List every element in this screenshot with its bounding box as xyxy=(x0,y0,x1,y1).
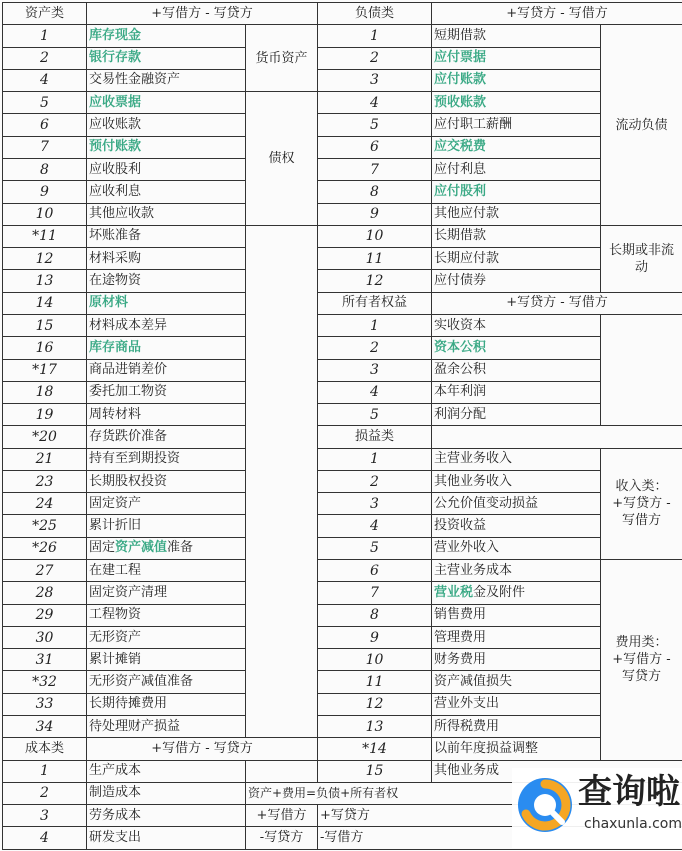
cost-name: 制造成本 xyxy=(87,782,246,804)
cost-name: 劳务成本 xyxy=(87,805,246,827)
table-row xyxy=(3,693,682,715)
asset-name: 银行存款 xyxy=(87,47,246,69)
asset-name: 应收票据 xyxy=(87,92,246,114)
profit-loss-name: 公允价值变动损益 xyxy=(432,493,601,515)
asset-number: 8 xyxy=(3,158,87,180)
asset-number: 6 xyxy=(3,114,87,136)
equity-header: 所有者权益 xyxy=(318,292,432,314)
table-row xyxy=(3,515,682,537)
asset-number: *17 xyxy=(3,359,87,381)
asset-number: 14 xyxy=(3,292,87,314)
equity-name: 资本公积 xyxy=(432,337,601,359)
table-row xyxy=(3,448,682,470)
asset-number: 34 xyxy=(3,716,87,738)
formula-text: 资产+费用=负债+所有者权 xyxy=(246,782,601,804)
formula-debit-short: -写借方 xyxy=(318,827,682,850)
asset-number: 27 xyxy=(3,560,87,582)
liability-name: 应交税费 xyxy=(432,136,601,158)
asset-name: 商品进销差价 xyxy=(87,359,246,381)
asset-name: 无形资产减值准备 xyxy=(87,671,246,693)
group-current-liabilities: 流动负债 xyxy=(601,25,682,226)
profit-loss-number: 8 xyxy=(318,604,432,626)
profit-loss-name: 以前年度损益调整 xyxy=(432,738,601,760)
table-row xyxy=(3,381,682,403)
liability-number: 8 xyxy=(318,181,432,203)
profit-loss-name: 投资收益 xyxy=(432,515,601,537)
equity-number: 2 xyxy=(318,337,432,359)
cost-name: 研发支出 xyxy=(87,827,246,850)
table-row xyxy=(3,314,682,336)
table-row xyxy=(3,337,682,359)
table-row xyxy=(3,203,682,225)
profit-loss-number: 10 xyxy=(318,649,432,671)
cost-number: 2 xyxy=(3,782,87,804)
table-row xyxy=(3,738,682,760)
asset-number: 28 xyxy=(3,582,87,604)
empty-cell xyxy=(601,314,682,425)
formula-credit: +写贷方 xyxy=(318,805,682,827)
asset-name: 原材料 xyxy=(87,292,246,314)
asset-name xyxy=(87,537,246,559)
formula-credit-short: -写贷方 xyxy=(246,827,318,850)
group-monetary: 货币资产 xyxy=(246,25,318,92)
table-row xyxy=(3,114,682,136)
profit-loss-number: 15 xyxy=(318,760,432,782)
table-row xyxy=(3,359,682,381)
group-expense: 费用类：+写借方 - 写贷方 xyxy=(601,560,682,761)
equity-number: 1 xyxy=(318,314,432,336)
empty-cell xyxy=(432,426,682,448)
profit-loss-number: 6 xyxy=(318,560,432,582)
profit-loss-number: 12 xyxy=(318,693,432,715)
table-row xyxy=(3,270,682,292)
liability-number: 6 xyxy=(318,136,432,158)
asset-name: 累计折旧 xyxy=(87,515,246,537)
profit-loss-name: 其他业务成 xyxy=(432,760,682,782)
asset-name: 库存商品 xyxy=(87,337,246,359)
liability-number: 2 xyxy=(318,47,432,69)
table-row xyxy=(3,604,682,626)
empty-cell xyxy=(246,760,318,782)
cost-name: 生产成本 xyxy=(87,760,246,782)
asset-name: 固定资产清理 xyxy=(87,582,246,604)
asset-number: 31 xyxy=(3,649,87,671)
empty-cell xyxy=(246,225,318,737)
watermark xyxy=(512,768,682,848)
profit-loss-name: 主营业务成本 xyxy=(432,560,601,582)
profit-loss-name: 资产减值损失 xyxy=(432,671,601,693)
asset-number: 29 xyxy=(3,604,87,626)
equity-name: 实收资本 xyxy=(432,314,601,336)
asset-name: 交易性金融资产 xyxy=(87,69,246,91)
magnifier-logo-icon xyxy=(516,776,574,834)
liability-number: 10 xyxy=(318,225,432,247)
asset-number: 9 xyxy=(3,181,87,203)
liability-name: 长期应付款 xyxy=(432,248,601,270)
asset-name: 无形资产 xyxy=(87,626,246,648)
asset-name: 在建工程 xyxy=(87,560,246,582)
profit-loss-number: 3 xyxy=(318,493,432,515)
table-row xyxy=(3,3,682,25)
profit-loss-name: 所得税费用 xyxy=(432,716,601,738)
asset-number: *25 xyxy=(3,515,87,537)
asset-number: *11 xyxy=(3,225,87,247)
table-row xyxy=(3,158,682,180)
equity-number: 4 xyxy=(318,381,432,403)
profit-loss-name: 财务费用 xyxy=(432,649,601,671)
liability-number: 11 xyxy=(318,248,432,270)
profit-loss-name: 管理费用 xyxy=(432,626,601,648)
profit-loss-name xyxy=(432,582,601,604)
cost-rule: +写借方 - 写贷方 xyxy=(87,738,318,760)
table-row xyxy=(3,470,682,492)
table-row xyxy=(3,225,682,247)
assets-header: 资产类 xyxy=(3,3,87,25)
asset-number: 21 xyxy=(3,448,87,470)
liability-number: 3 xyxy=(318,69,432,91)
group-receivable: 债权 xyxy=(246,92,318,226)
equity-rule: +写贷方 - 写借方 xyxy=(432,292,682,314)
profit-loss-number: 1 xyxy=(318,448,432,470)
cost-number: 3 xyxy=(3,805,87,827)
liability-name: 短期借款 xyxy=(432,25,601,47)
asset-number: 18 xyxy=(3,381,87,403)
asset-number: 30 xyxy=(3,626,87,648)
accounts-table xyxy=(2,2,682,850)
asset-name: 固定资产 xyxy=(87,493,246,515)
profit-loss-number: 4 xyxy=(318,515,432,537)
asset-number: 2 xyxy=(3,47,87,69)
table-row xyxy=(3,560,682,582)
cost-number: 4 xyxy=(3,827,87,850)
asset-number: 7 xyxy=(3,136,87,158)
asset-name: 应收账款 xyxy=(87,114,246,136)
table-row xyxy=(3,69,682,91)
equity-name: 本年利润 xyxy=(432,381,601,403)
liability-name: 预收账款 xyxy=(432,92,601,114)
table-row xyxy=(3,25,682,47)
asset-name: 预付账款 xyxy=(87,136,246,158)
asset-name: 其他应收款 xyxy=(87,203,246,225)
profit-loss-header: 损益类 xyxy=(318,426,432,448)
table-row xyxy=(3,537,682,559)
asset-number: 24 xyxy=(3,493,87,515)
liability-number: 7 xyxy=(318,158,432,180)
asset-number: 4 xyxy=(3,69,87,91)
profit-loss-number: 2 xyxy=(318,470,432,492)
asset-name: 应收股利 xyxy=(87,158,246,180)
liability-name: 其他应付款 xyxy=(432,203,601,225)
assets-rule: +写借方 - 写贷方 xyxy=(87,3,318,25)
asset-name: 材料成本差异 xyxy=(87,314,246,336)
liability-name: 应付债券 xyxy=(432,270,601,292)
table-row xyxy=(3,582,682,604)
profit-loss-number: *14 xyxy=(318,738,432,760)
profit-loss-name: 营业外收入 xyxy=(432,537,601,559)
asset-name: 长期股权投资 xyxy=(87,470,246,492)
liability-name: 应付利息 xyxy=(432,158,601,180)
asset-number: 19 xyxy=(3,404,87,426)
asset-name: 累计摊销 xyxy=(87,649,246,671)
liability-number: 1 xyxy=(318,25,432,47)
asset-name: 存货跌价准备 xyxy=(87,426,246,448)
profit-loss-number: 7 xyxy=(318,582,432,604)
profit-loss-number: 13 xyxy=(318,716,432,738)
group-noncurrent-liabilities: 长期或非流动 xyxy=(601,225,682,292)
liability-number: 5 xyxy=(318,114,432,136)
table-row xyxy=(3,136,682,158)
liability-name: 应付股利 xyxy=(432,181,601,203)
watermark-title: 查询啦 xyxy=(578,772,680,812)
liability-name: 应付职工薪酬 xyxy=(432,114,601,136)
asset-number: 16 xyxy=(3,337,87,359)
table-row xyxy=(3,404,682,426)
asset-number: 13 xyxy=(3,270,87,292)
cost-number: 1 xyxy=(3,760,87,782)
profit-loss-number: 9 xyxy=(318,626,432,648)
liability-name: 长期借款 xyxy=(432,225,601,247)
table-row xyxy=(3,493,682,515)
asset-name: 库存现金 xyxy=(87,25,246,47)
asset-number: *32 xyxy=(3,671,87,693)
asset-name: 应收利息 xyxy=(87,181,246,203)
liability-number: 9 xyxy=(318,203,432,225)
equity-number: 5 xyxy=(318,404,432,426)
liability-name: 应付票据 xyxy=(432,47,601,69)
profit-loss-number: 11 xyxy=(318,671,432,693)
group-income: 收入类：+写贷方 - 写借方 xyxy=(601,448,682,559)
asset-name: 在途物资 xyxy=(87,270,246,292)
table-row xyxy=(3,292,682,314)
asset-number: 10 xyxy=(3,203,87,225)
table-row xyxy=(3,181,682,203)
asset-number: 15 xyxy=(3,314,87,336)
asset-number: 5 xyxy=(3,92,87,114)
table-row xyxy=(3,47,682,69)
asset-name: 坏账准备 xyxy=(87,225,246,247)
table-row xyxy=(3,626,682,648)
asset-number: *20 xyxy=(3,426,87,448)
asset-number: 12 xyxy=(3,248,87,270)
asset-number: 33 xyxy=(3,693,87,715)
equity-number: 3 xyxy=(318,359,432,381)
liability-number: 12 xyxy=(318,270,432,292)
liabilities-rule: +写贷方 - 写借方 xyxy=(432,3,682,25)
profit-loss-name: 主营业务收入 xyxy=(432,448,601,470)
profit-loss-name: 销售费用 xyxy=(432,604,601,626)
asset-name: 材料采购 xyxy=(87,248,246,270)
profit-loss-number: 5 xyxy=(318,537,432,559)
asset-number: *26 xyxy=(3,537,87,559)
liability-name: 应付账款 xyxy=(432,69,601,91)
asset-number: 1 xyxy=(3,25,87,47)
asset-name: 长期待摊费用 xyxy=(87,693,246,715)
profit-loss-name: 其他业务收入 xyxy=(432,470,601,492)
name-part: 准备 xyxy=(167,540,194,556)
asset-name: 周转材料 xyxy=(87,404,246,426)
name-part-highlight: 营业税 xyxy=(434,584,474,600)
watermark-subtitle: chaxunla.com xyxy=(584,816,682,832)
name-part: 固定 xyxy=(89,540,116,556)
liabilities-header: 负债类 xyxy=(318,3,432,25)
table-row xyxy=(3,671,682,693)
asset-name: 工程物资 xyxy=(87,604,246,626)
equity-name: 利润分配 xyxy=(432,404,601,426)
table-row xyxy=(3,426,682,448)
asset-number: 23 xyxy=(3,470,87,492)
equity-name: 盈余公积 xyxy=(432,359,601,381)
name-part-highlight: 资产减值 xyxy=(115,540,168,556)
asset-name: 持有至到期投资 xyxy=(87,448,246,470)
cost-header: 成本类 xyxy=(3,738,87,760)
name-part: 金及附件 xyxy=(473,584,526,600)
asset-name: 委托加工物资 xyxy=(87,381,246,403)
table-row xyxy=(3,248,682,270)
asset-name: 待处理财产损益 xyxy=(87,716,246,738)
profit-loss-name: 营业外支出 xyxy=(432,693,601,715)
table-row xyxy=(3,716,682,738)
table-row xyxy=(3,649,682,671)
formula-debit: +写借方 xyxy=(246,805,318,827)
table-row xyxy=(3,92,682,114)
liability-number: 4 xyxy=(318,92,432,114)
